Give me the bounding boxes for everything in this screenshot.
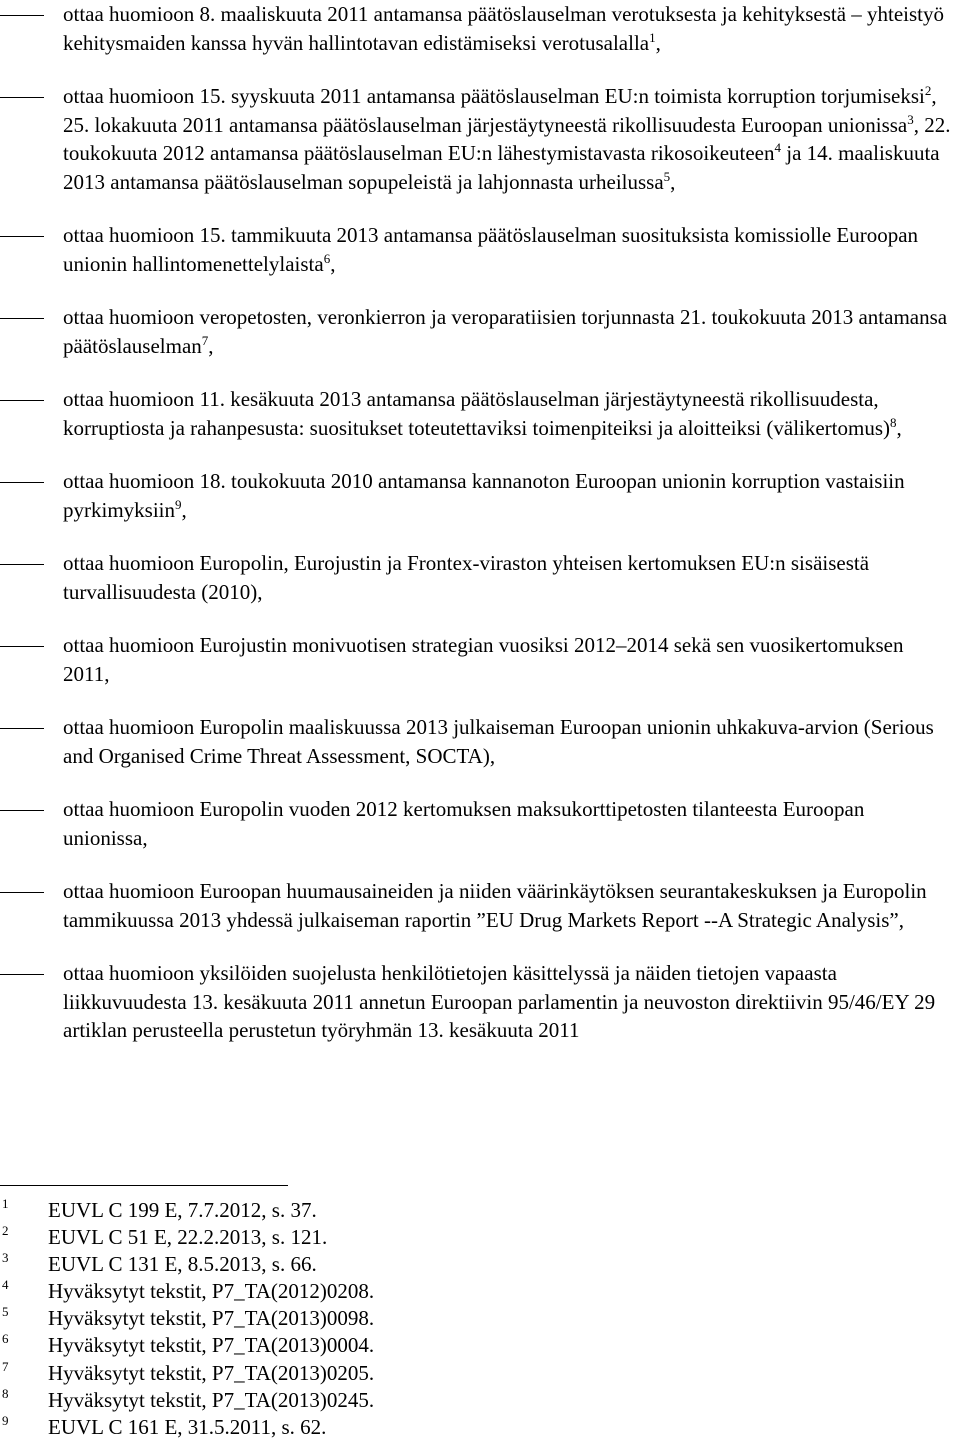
footnote-text: Hyväksytyt tekstit, P7_TA(2012)0208. bbox=[48, 1279, 375, 1304]
footnote-text: EUVL C 51 E, 22.2.2013, s. 121. bbox=[48, 1225, 328, 1250]
footnote-number: 4 bbox=[2, 1277, 9, 1293]
recital-item bbox=[0, 467, 960, 524]
dash-bullet bbox=[0, 549, 63, 578]
dash-bullet bbox=[0, 959, 63, 988]
recital-item bbox=[0, 221, 960, 278]
footnote bbox=[0, 1387, 960, 1414]
dash-bullet bbox=[0, 467, 63, 496]
dash-bullet bbox=[0, 303, 63, 332]
recital-item bbox=[0, 631, 960, 688]
recital-item bbox=[0, 877, 960, 934]
footnote-text: Hyväksytyt tekstit, P7_TA(2013)0245. bbox=[48, 1387, 375, 1412]
recital-text: ottaa huomioon 18. toukokuuta 2010 antamansa kannanoton Euroopan unionin korruption vastaisiin pyrkimyksiin$^9$, bbox=[63, 469, 905, 522]
recital-item bbox=[0, 385, 960, 442]
recital-text: ottaa huomioon Europolin, Eurojustin ja Frontex-viraston yhteisen kertomuksen EU:n sisäisestä turvallisuudesta (2010), bbox=[63, 551, 870, 604]
footnote bbox=[0, 1360, 960, 1387]
footnote-text: EUVL C 131 E, 8.5.2013, s. 66. bbox=[48, 1252, 317, 1277]
recital-text: ottaa huomioon Euroopan huumausaineiden ja niiden väärinkäytöksen seurantakeskuksen ja Europolin tammikuussa 2013 yhdessä julkaiseman raportin ”EU Drug Markets Report --A Strategic Analysis”, bbox=[63, 879, 927, 932]
footnote bbox=[0, 1251, 960, 1278]
footnote bbox=[0, 1197, 960, 1224]
footnote-list bbox=[0, 1197, 960, 1441]
dash-bullet bbox=[0, 795, 63, 824]
recital-text: ottaa huomioon yksilöiden suojelusta henkilötietojen käsittelyssä ja näiden tietojen vapaasta liikkuvuudesta 13. kesäkuuta 2011 annetun Euroopan parlamentin ja neuvoston direktiivin 95/46/EY 29 artiklan perusteella perustetun työryhmän 13. kesäkuuta 2011 bbox=[63, 961, 936, 1042]
dash-bullet bbox=[0, 221, 63, 250]
recital-item bbox=[0, 549, 960, 606]
recital-text: ottaa huomioon veropetosten, veronkierron ja veroparatiisien torjunnasta 21. toukokuuta 2013 antamansa päätöslauselman$^7$, bbox=[63, 305, 948, 358]
recital-text: ottaa huomioon Europolin vuoden 2012 kertomuksen maksukorttipetosten tilanteesta Euroopan unionissa, bbox=[63, 797, 865, 850]
footnote-ref: 1 bbox=[649, 29, 656, 45]
dash-bullet bbox=[0, 385, 63, 414]
footnote-number: 3 bbox=[2, 1250, 9, 1266]
footnote-text: Hyväksytyt tekstit, P7_TA(2013)0098. bbox=[48, 1306, 375, 1331]
dash-bullet bbox=[0, 713, 63, 742]
recital-text: ottaa huomioon 11. kesäkuuta 2013 antamansa päätöslauselman järjestäytyneestä rikollisuudesta, korruptiosta ja rahanpesusta: suositukset toteutettaviksi toimenpiteiksi ja aloitteiksi (välikertomus)$^8$, bbox=[63, 387, 902, 440]
footnote bbox=[0, 1224, 960, 1251]
dash-bullet bbox=[0, 82, 63, 111]
recital-item bbox=[0, 713, 960, 770]
footnote-number: 6 bbox=[2, 1331, 9, 1347]
footnote-number: 1 bbox=[2, 1196, 9, 1211]
recital-item bbox=[0, 795, 960, 852]
footnote-separator bbox=[0, 1185, 288, 1186]
recital-text: ottaa huomioon 8. maaliskuuta 2011 antamansa päätöslauselman verotuksesta ja kehityksestä – yhteistyö kehitysmaiden kanssa hyvän hallintotavan edistämiseksi verotusalalla$^1$, bbox=[63, 2, 945, 55]
footnote-ref: 4 bbox=[774, 140, 781, 155]
footnote-ref: 7 bbox=[201, 332, 209, 348]
footnote-ref: 6 bbox=[323, 250, 331, 266]
footnote-number: 2 bbox=[2, 1223, 9, 1239]
footnote-number: 9 bbox=[2, 1412, 9, 1428]
footnote-ref: 8 bbox=[890, 414, 897, 430]
recital-item bbox=[0, 303, 960, 360]
footnote-text: EUVL C 161 E, 31.5.2011, s. 62. bbox=[48, 1414, 327, 1439]
footnote-number: 7 bbox=[2, 1358, 9, 1374]
dash-bullet bbox=[0, 877, 63, 906]
recital-item bbox=[0, 959, 960, 1045]
footnote-text: Hyväksytyt tekstit, P7_TA(2013)0205. bbox=[48, 1360, 375, 1385]
footnote bbox=[0, 1332, 960, 1359]
footnote-ref: 5 bbox=[663, 168, 671, 184]
recital-text: ottaa huomioon 15. syyskuuta 2011 antamansa päätöslauselman EU:n toimista korruption torjumiseksi$^2$, 25. lokakuuta 2011 antamansa päätöslauselman järjestäytyneestä rikollisuudesta Euroopan unionissa$^3$, 22. toukokuuta 2012 antamansa päätöslauselman EU:n lähestymistavasta rikosoikeuteen$^4$ ja 14. maaliskuuta 2013 antamansa päätöslauselman sopupeleistä ja lahjonnasta urheilussa$^5$, bbox=[63, 83, 951, 194]
recital-item bbox=[0, 82, 960, 196]
dash-bullet bbox=[0, 0, 63, 29]
recital-text: ottaa huomioon 15. tammikuuta 2013 antamansa päätöslauselman suosituksista komissiolle Euroopan unionin hallintomenettelylaista$^6$, bbox=[63, 223, 919, 276]
recital-text: ottaa huomioon Europolin maaliskuussa 2013 julkaiseman Euroopan unionin uhkakuva-arvion (Serious and Organised Crime Threat Assessment, SOCTA), bbox=[63, 715, 934, 768]
dash-bullet bbox=[0, 631, 63, 660]
footnote-ref: 2 bbox=[924, 83, 932, 98]
footnote-text: Hyväksytyt tekstit, P7_TA(2013)0004. bbox=[48, 1333, 375, 1358]
footnote bbox=[0, 1278, 960, 1305]
footnote-number: 8 bbox=[2, 1385, 9, 1401]
footnote-text: EUVL C 199 E, 7.7.2012, s. 37. bbox=[48, 1198, 317, 1222]
footnote-ref: 9 bbox=[175, 496, 182, 512]
recital-item bbox=[0, 0, 960, 57]
recital-text: ottaa huomioon Eurojustin monivuotisen strategian vuosiksi 2012–2014 sekä sen vuosikertomuksen 2011, bbox=[63, 633, 904, 686]
footnote-number: 5 bbox=[2, 1304, 9, 1320]
footnote-ref: 3 bbox=[907, 111, 914, 127]
footnote bbox=[0, 1414, 960, 1441]
footnote bbox=[0, 1305, 960, 1332]
